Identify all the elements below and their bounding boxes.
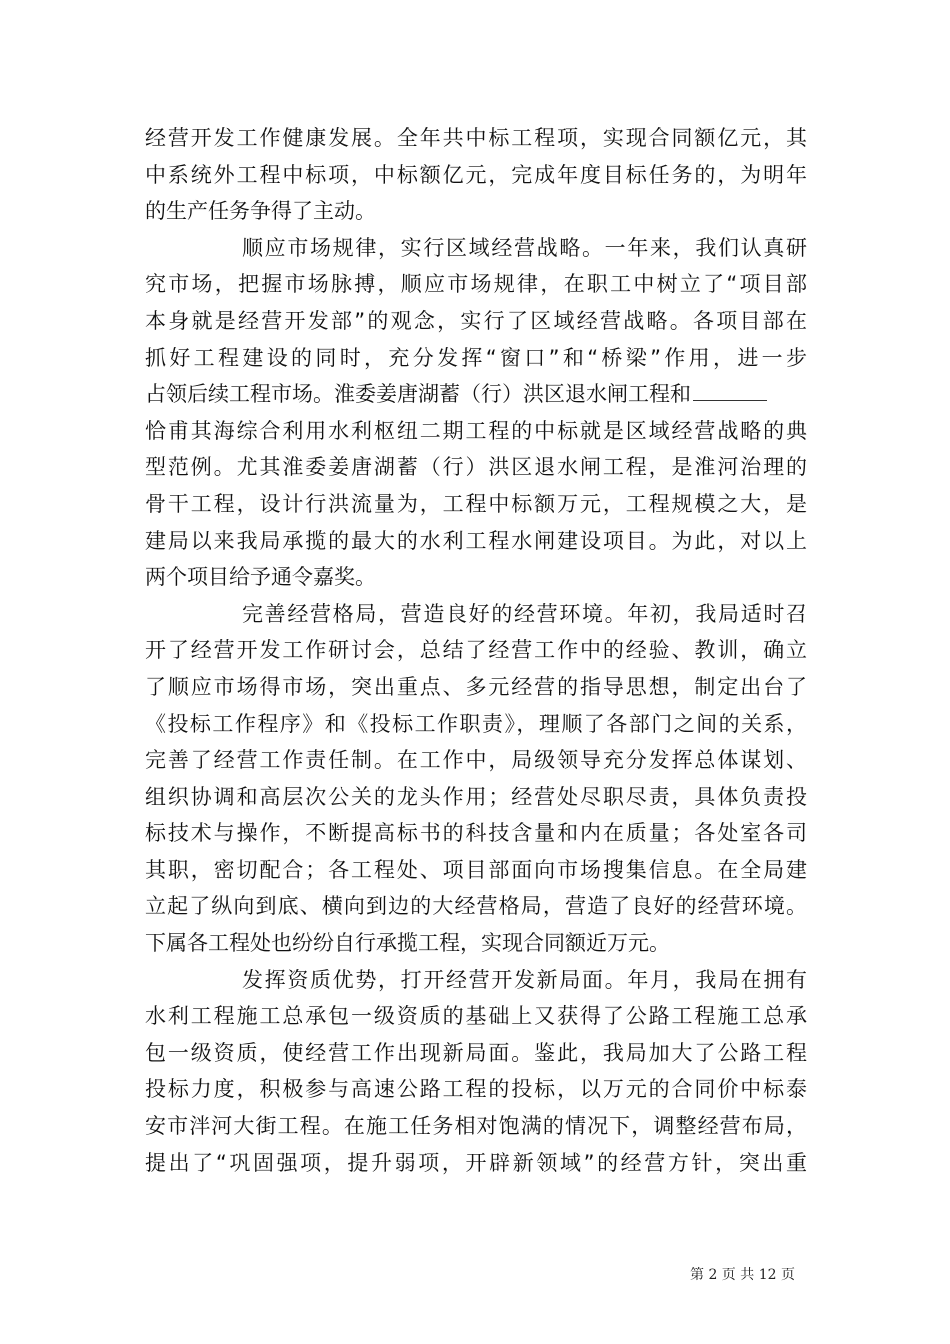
- text-line: 其职，密切配合；各工程处、项目部面向市场搜集信息。在全局建: [145, 857, 807, 882]
- text-line: 中系统外工程中标项，中标额亿元，完成年度目标任务的，为明年: [145, 162, 807, 187]
- text-line: 水利工程施工总承包一级资质的基础上又获得了公路工程施工总承: [145, 1004, 807, 1029]
- text-line: 型范例。尤其淮委姜唐湖蓄（行）洪区退水闸工程，是淮河治理的: [145, 455, 807, 480]
- text-line: 两个项目给予通令嘉奖。: [145, 565, 376, 590]
- paragraph-start-line: 顺应市场规律，实行区域经营战略。一年来，我们认真研: [242, 235, 807, 260]
- text-line: 组织协调和高层次公关的龙头作用；经营处尽职尽责，具体负责投: [145, 784, 807, 809]
- paragraph-start-line: 发挥资质优势，打开经营开发新局面。年月，我局在拥有: [242, 967, 807, 992]
- text-line: 了顺应市场得市场，突出重点、多元经营的指导思想，制定出台了: [145, 674, 807, 699]
- text-line: 开了经营开发工作研讨会，总结了经营工作中的经验、教训，确立: [145, 638, 807, 663]
- text-line: 投标力度，积极参与高速公路工程的投标，以万元的合同价中标泰: [145, 1077, 807, 1102]
- text-line: 安市泮河大街工程。在施工任务相对饱满的情况下，调整经营布局，: [145, 1114, 807, 1139]
- body-text: [145, 120, 807, 1181]
- text-line: 标技术与操作，不断提高标书的科技含量和内在质量；各处室各司: [145, 821, 807, 846]
- text-line: 立起了纵向到底、横向到边的大经营格局，营造了良好的经营环境。: [145, 894, 807, 919]
- text-line: 恰甫其海综合利用水利枢纽二期工程的中标就是区域经营战略的典: [145, 418, 807, 443]
- text-line: 《投标工作程序》和《投标工作职责》，理顺了各部门之间的关系，: [145, 711, 807, 736]
- paragraph-start-line: 完善经营格局，营造良好的经营环境。年初，我局适时召: [242, 601, 807, 626]
- text-line-content: 占领后续工程市场。淮委姜唐湖蓄（行）洪区退水闸工程和: [145, 382, 691, 407]
- text-line: 骨干工程，设计行洪流量为，工程中标额万元，工程规模之大，是: [145, 491, 807, 516]
- text-line: 包一级资质，使经营工作出现新局面。鉴此，我局加大了公路工程: [145, 1040, 807, 1065]
- text-line: 本身就是经营开发部”的观念，实行了区域经营战略。各项目部在: [145, 308, 807, 333]
- text-line: 提出了“巩固强项，提升弱项，开辟新领域”的经营方针，突出重: [145, 1150, 807, 1175]
- text-line: 的生产任务争得了主动。: [145, 199, 376, 224]
- text-line-with-blank: [145, 376, 807, 413]
- text-line: 抓好工程建设的同时，充分发挥“窗口”和“桥梁”作用，进一步: [145, 345, 807, 370]
- text-line: 建局以来我局承揽的最大的水利工程水闸建设项目。为此，对以上: [145, 528, 807, 553]
- underline-blank: [693, 378, 767, 401]
- text-line: 经营开发工作健康发展。全年共中标工程项，实现合同额亿元，其: [145, 126, 807, 150]
- text-line: 下属各工程处也纷纷自行承揽工程，实现合同额近万元。: [145, 931, 670, 956]
- text-line: 究市场，把握市场脉搏，顺应市场规律，在职工中树立了“项目部: [145, 272, 807, 297]
- text-line: 完善了经营工作责任制。在工作中，局级领导充分发挥总体谋划、: [145, 748, 807, 773]
- page-number: 第 2 页 共 12 页: [690, 1267, 795, 1283]
